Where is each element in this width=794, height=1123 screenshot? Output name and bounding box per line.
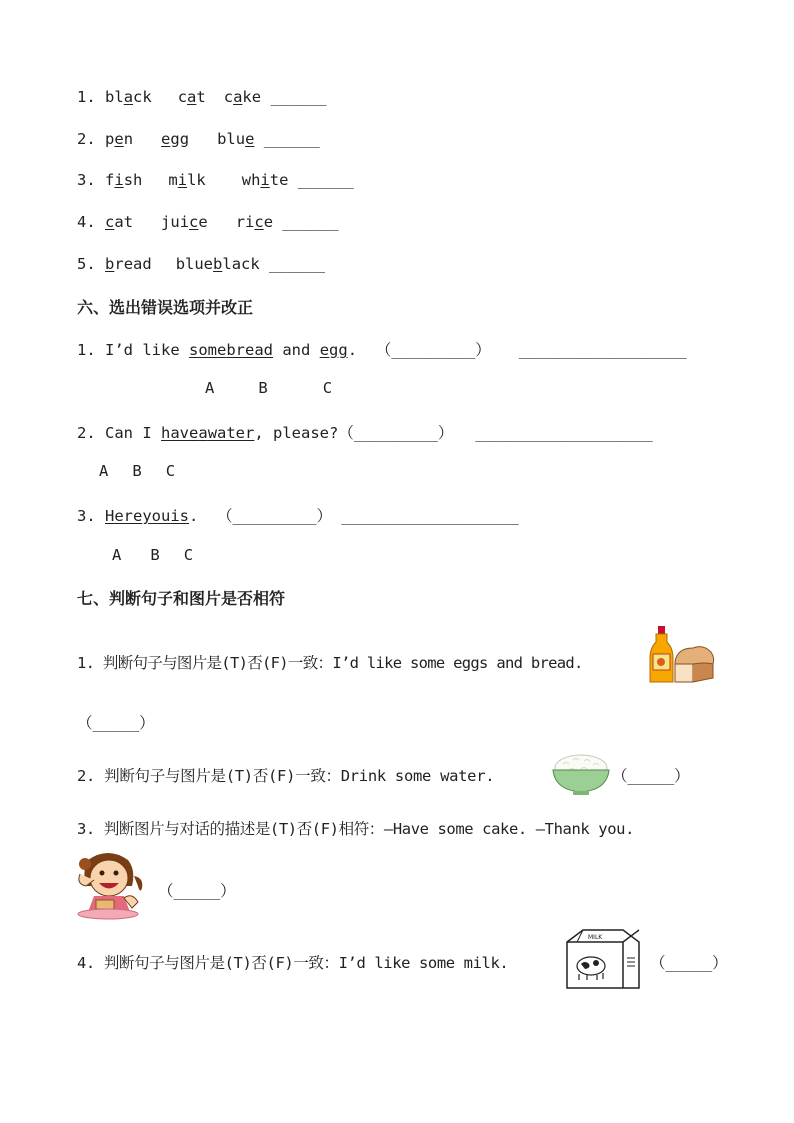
option-c-text: is [170,507,190,525]
s6-q1-options: A B C [205,379,333,397]
s7-question-4: 4. 判断句子与图片是(T)否(F)一致：I’d like some milk. [77,954,509,972]
word: rice [235,213,274,231]
correction-blank[interactable]: ___________________ [341,507,519,525]
word: white [241,171,289,189]
s7-q2-answer-blank[interactable]: （_____） [612,767,690,785]
option-a-text: some [189,341,227,359]
answer-blank[interactable]: ______ [282,213,339,231]
word: black [105,88,152,106]
girl-eating-icon [76,850,146,926]
word: fish [105,171,143,189]
word: cake [223,88,262,106]
word: cat [105,213,134,231]
section-7-heading: 七、判断句子和图片是否相符 [77,589,286,608]
correction-blank[interactable]: ___________________ [475,424,653,442]
s5-row-5: 5. bread blueblack ______ [77,255,326,273]
answer-blank[interactable]: ______ [269,255,326,273]
s7-q1-answer-blank[interactable]: （_____） [77,714,155,732]
carton-label: MILK [588,934,603,941]
section-6-heading: 六、选出错误选项并改正 [77,298,254,317]
choice-blank[interactable]: （_________） [217,507,333,525]
answer-blank[interactable]: ______ [263,130,320,148]
word: blueblack [175,255,260,273]
s5-row-4: 4. cat juice rice ______ [77,213,339,231]
option-a-text: have [161,424,199,442]
option-c-text: water [207,424,255,442]
rice-bowl-icon [551,750,611,800]
s6-q2-options: A B C [99,462,176,480]
s5-row-1: 1. black cat cake ______ [77,88,327,106]
s7-question-1: 1. 判断句子与图片是(T)否(F)一致：I’d like some eggs and bread. [77,654,583,672]
word: juice [161,213,208,231]
s5-row-2: 2. pen egg blue ______ [77,130,320,148]
s5-row-3: 3. fish milk white ______ [77,171,354,189]
word: cat [177,88,206,106]
s6-question-2: 2. Can I haveawater, please?（_________） ___________________ [77,424,653,442]
s6-question-1: 1. I’d like somebread and egg. （_________） __________________ [77,341,687,359]
word: blue [217,130,255,148]
word: egg [161,130,190,148]
option-a-text: Here [105,507,143,525]
word: milk [168,171,206,189]
choice-blank[interactable]: （_________） [338,424,454,442]
option-c-text: egg [319,341,348,359]
juice-and-bread-icon [647,624,717,690]
milk-carton-icon [561,928,645,996]
option-b-text: a [198,424,208,442]
answer-blank[interactable]: ______ [270,88,327,106]
choice-blank[interactable]: （_________） [375,341,491,359]
s7-question-2: 2. 判断句子与图片是(T)否(F)一致：Drink some water. [77,767,495,785]
s7-q3-answer-blank[interactable]: （_____） [158,882,236,900]
option-b-text: bread [226,341,274,359]
correction-blank[interactable]: __________________ [518,341,687,359]
s7-question-3: 3. 判断图片与对话的描述是(T)否(F)相符：—Have some cake. —Thank you. [77,820,634,838]
answer-blank[interactable]: ______ [297,171,354,189]
option-b-text: you [142,507,171,525]
word: bread [105,255,152,273]
s6-question-3: 3. Hereyouis. （_________） ___________________ [77,507,519,525]
s7-q4-answer-blank[interactable]: （_____） [650,954,728,972]
word: pen [105,130,134,148]
s6-q3-options: A B C [112,546,194,564]
